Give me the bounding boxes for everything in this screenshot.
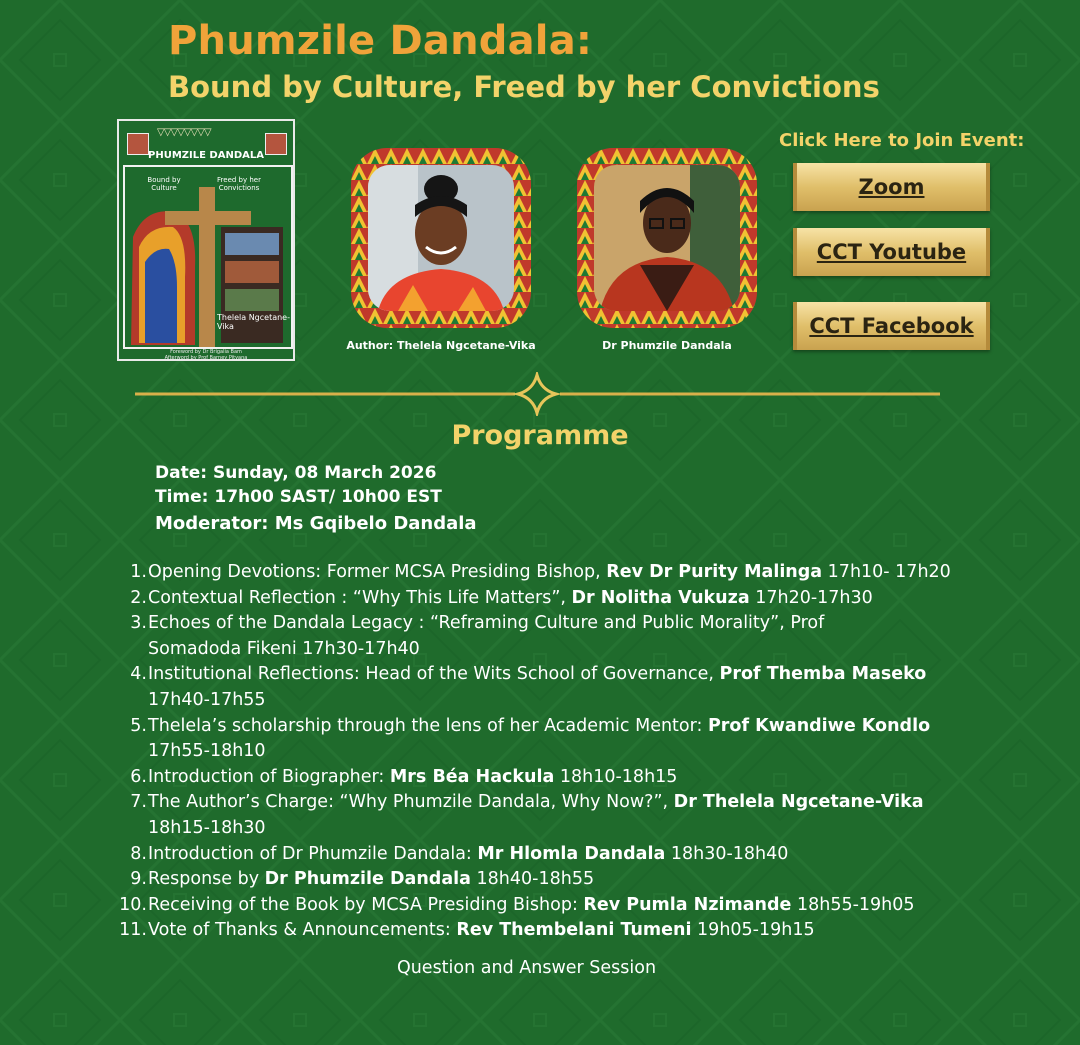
event-time: Time: 17h00 SAST/ 10h00 EST: [155, 487, 442, 507]
subject-portrait-frame: [577, 148, 757, 328]
item-continuation: 17h55-18h10: [148, 741, 266, 762]
item-number: 5.: [130, 715, 147, 736]
youtube-link-button[interactable]: CCT Youtube: [793, 228, 990, 276]
facebook-link-button[interactable]: CCT Facebook: [793, 302, 990, 350]
item-number: 4.: [130, 664, 147, 685]
item-speaker: Dr Phumzile Dandala: [264, 869, 471, 890]
item-time: 18h40-18h55: [470, 869, 595, 890]
item-speaker: Rev Pumla Nzimande: [583, 894, 792, 915]
programme-item: [110, 765, 970, 791]
item-text: Vote of Thanks & Announcements:: [148, 920, 457, 941]
item-continuation: Somadoda Fikeni 17h30-17h40: [148, 638, 420, 659]
item-time: 18h55-19h05: [791, 894, 915, 915]
programme-list: [110, 560, 970, 944]
item-number: 10.: [119, 894, 147, 915]
item-continuation: 18h15-18h30: [148, 817, 266, 838]
programme-item: [110, 842, 970, 868]
item-text: Receiving of the Book by MCSA Presiding Bishop:: [148, 894, 584, 915]
item-time: 17h20-17h30: [749, 587, 873, 608]
item-speaker: Mrs Béa Hackula: [389, 766, 555, 787]
page-subtitle: Bound by Culture, Freed by her Convictions: [168, 70, 880, 104]
item-speaker: Dr Nolitha Vukuza: [571, 587, 750, 608]
item-number: 2.: [130, 587, 147, 608]
book-cover: [117, 119, 295, 361]
item-speaker: Dr Thelela Ngcetane-Vika: [673, 792, 924, 813]
programme-heading: Programme: [451, 420, 629, 451]
book-foreword: Foreword by Dr Brigalia Bam: [170, 349, 242, 355]
programme-item: [110, 611, 970, 662]
programme-item: [110, 662, 970, 713]
zoom-link-button[interactable]: Zoom: [793, 163, 990, 211]
item-speaker: Prof Themba Maseko: [719, 664, 927, 685]
item-text: Contextual Reflection : “Why This Life Matters”,: [148, 587, 572, 608]
item-time: 19h05-19h15: [691, 920, 815, 941]
programme-item: [110, 714, 970, 765]
book-subtitle-left: Bound by Culture: [147, 176, 181, 192]
item-speaker: Rev Dr Purity Malinga: [606, 562, 823, 582]
item-text: Institutional Reflections: Head of the Wits School of Governance,: [148, 664, 720, 685]
item-text: Introduction of Biographer:: [148, 766, 390, 787]
programme-item: [110, 560, 970, 586]
book-afterword: Afterword by Prof Barney Pityana: [164, 355, 248, 361]
item-speaker: Mr Hlomla Dandala: [477, 843, 666, 864]
programme-item: [110, 586, 970, 612]
author-portrait-frame: [351, 148, 531, 328]
item-continuation: 17h40-17h55: [148, 689, 266, 710]
book-credits: [119, 349, 293, 361]
item-number: 3.: [130, 613, 147, 634]
item-time: 17h10- 17h20: [822, 562, 951, 582]
author-caption: Author: Thelela Ngcetane-Vika: [346, 339, 536, 352]
item-number: 11.: [119, 920, 147, 941]
page-title: Phumzile Dandala:: [168, 18, 593, 64]
item-number: 8.: [130, 843, 147, 864]
book-subtitle-right: Freed by her Convictions: [217, 176, 261, 192]
item-number: 1.: [130, 562, 147, 582]
item-number: 9.: [130, 869, 147, 890]
join-event-label: Click Here to Join Event:: [779, 130, 1025, 151]
item-speaker: Rev Thembelani Tumeni: [456, 920, 692, 941]
item-number: 6.: [130, 766, 147, 787]
item-text: Opening Devotions: Former MCSA Presiding Bishop,: [148, 562, 607, 582]
subject-photo: [594, 165, 740, 311]
qa-session: Question and Answer Session: [396, 958, 657, 978]
programme-item: [110, 893, 970, 919]
item-time: 18h30-18h40: [665, 843, 789, 864]
item-speaker: Prof Kwandiwe Kondlo: [707, 715, 931, 736]
section-divider: [135, 372, 940, 416]
item-number: 7.: [130, 792, 147, 813]
subject-caption: Dr Phumzile Dandala: [602, 339, 732, 352]
item-text: Response by: [148, 869, 265, 890]
book-title: PHUMZILE DANDALA: [148, 150, 264, 161]
item-text: Echoes of the Dandala Legacy : “Reframing Culture and Public Morality”, Prof: [148, 613, 825, 634]
author-photo: [368, 165, 514, 311]
item-text: Thelela’s scholarship through the lens of her Academic Mentor:: [148, 715, 708, 736]
programme-item: [110, 790, 970, 841]
programme-item: [110, 867, 970, 893]
book-author: Thelela Ngcetane-Vika: [217, 313, 290, 331]
item-text: Introduction of Dr Phumzile Dandala:: [148, 843, 478, 864]
event-moderator: Moderator: Ms Gqibelo Dandala: [155, 513, 477, 534]
item-text: The Author’s Charge: “Why Phumzile Dandala, Why Now?”,: [148, 792, 674, 813]
programme-item: [110, 918, 970, 944]
item-time: 18h10-18h15: [554, 766, 678, 787]
book-zigzag-decoration: ▽▽▽▽▽▽▽▽: [157, 127, 211, 138]
event-date: Date: Sunday, 08 March 2026: [155, 463, 437, 483]
